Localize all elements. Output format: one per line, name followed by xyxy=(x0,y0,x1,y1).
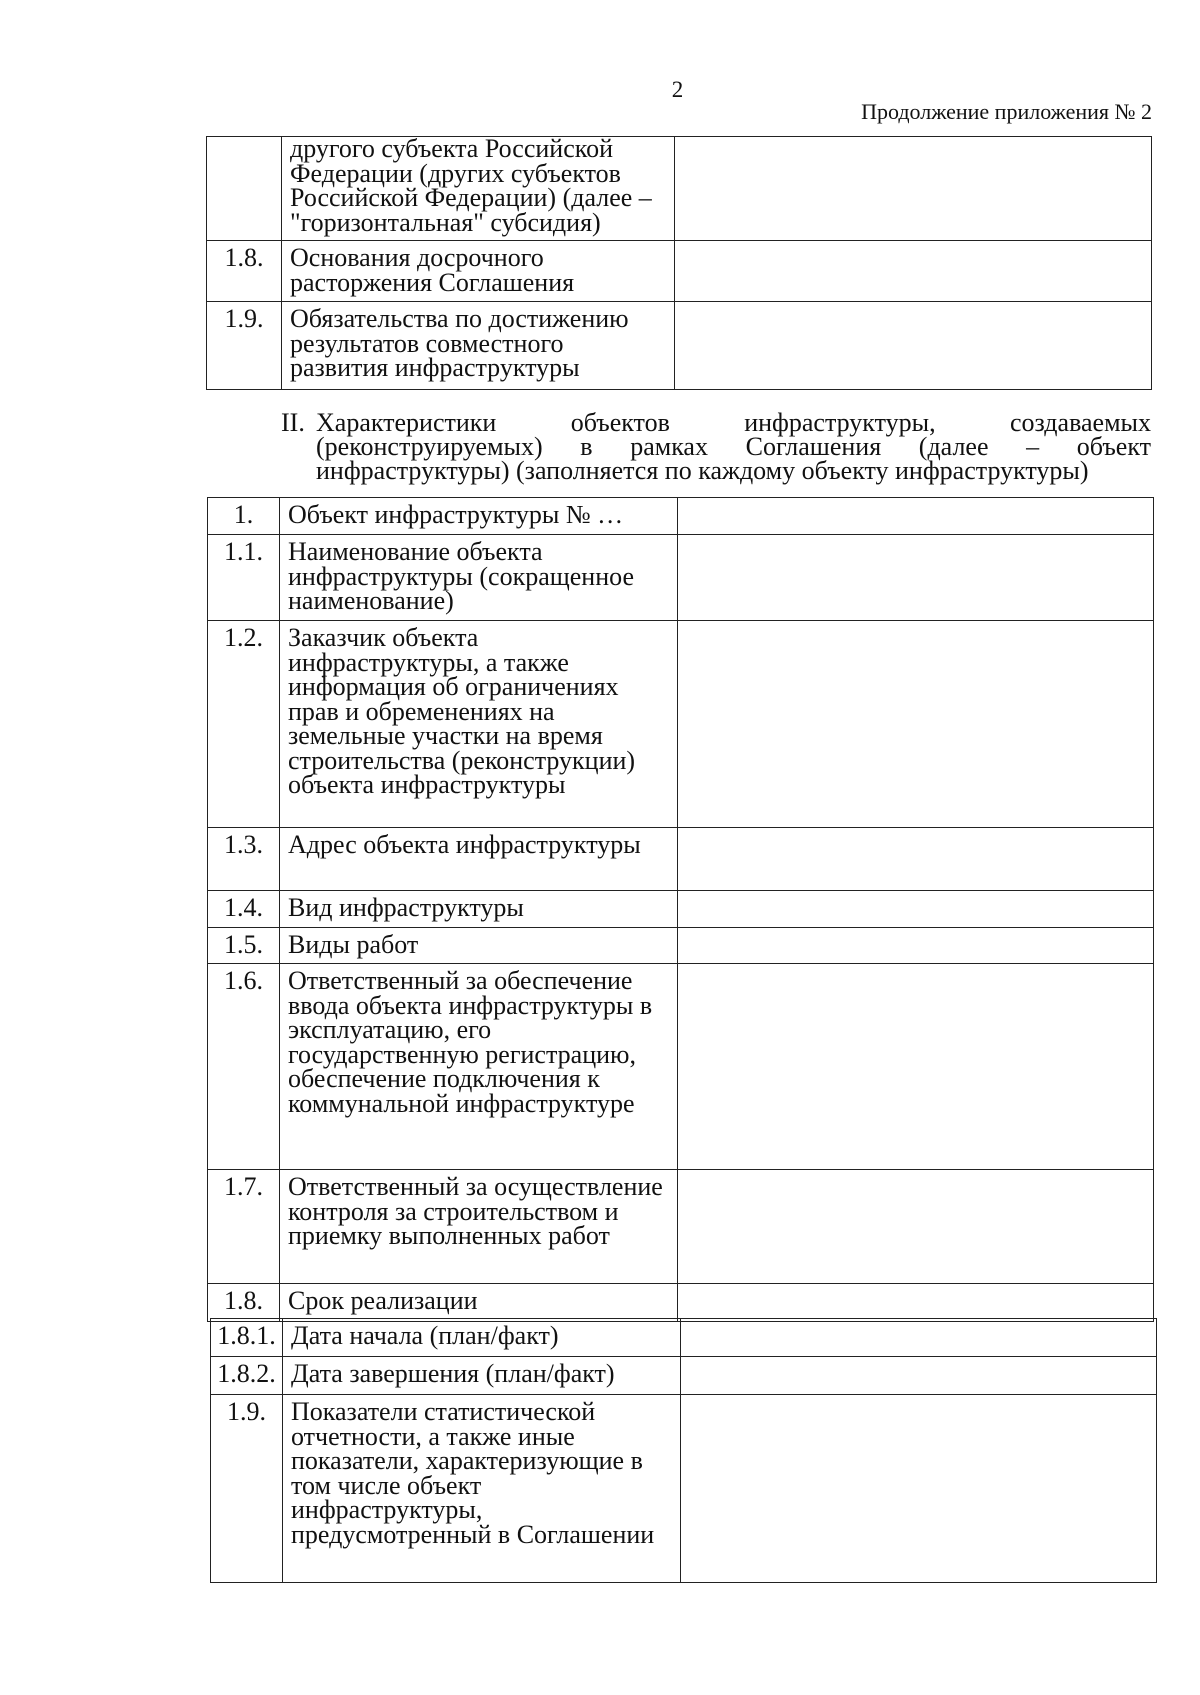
row-label: Обязательства по достижению результатов совместного развития инфраструктуры xyxy=(282,302,675,390)
row-number: 1. xyxy=(208,498,280,535)
row-number: 1.1. xyxy=(208,535,280,621)
row-number: 1.5. xyxy=(208,928,280,964)
table-row xyxy=(211,1357,1157,1395)
page-number: 2 xyxy=(671,77,684,102)
row-label: Ответственный за осуществление контроля за строительством и приемку выполненных работ xyxy=(280,1170,678,1284)
section-number: II. xyxy=(281,408,305,437)
row-number: 1.8. xyxy=(207,241,282,302)
section-title-line: (реконструируемых) в рамках Соглашения (далее – объект xyxy=(316,432,1151,461)
row-label: Дата завершения (план/факт) xyxy=(283,1357,681,1395)
table-row xyxy=(207,241,1152,302)
row-value-cell[interactable] xyxy=(678,828,1154,891)
row-label: Адрес объекта инфраструктуры xyxy=(280,828,678,891)
row-value-cell[interactable] xyxy=(681,1395,1157,1583)
infrastructure-object-table-dates xyxy=(210,1318,1157,1583)
row-value-cell[interactable] xyxy=(675,302,1152,390)
table-row xyxy=(207,137,1152,241)
row-value-cell[interactable] xyxy=(681,1357,1157,1395)
table-row xyxy=(208,828,1154,891)
table-row xyxy=(208,498,1154,535)
table-row xyxy=(208,891,1154,928)
section-title-line: Характеристики объектов инфраструктуры, создаваемых xyxy=(316,408,1151,437)
row-value-cell[interactable] xyxy=(675,241,1152,302)
row-number: 1.4. xyxy=(208,891,280,928)
row-label: Объект инфраструктуры № … xyxy=(280,498,678,535)
table-row xyxy=(208,928,1154,964)
row-value-cell[interactable] xyxy=(678,621,1154,828)
row-value-cell[interactable] xyxy=(678,498,1154,535)
continuation-label: Продолжение приложения № 2 xyxy=(861,99,1152,124)
row-value-cell[interactable] xyxy=(675,137,1152,241)
row-label: Заказчик объекта инфраструктуры, а также информация об ограничениях прав и обременениях на земельные участки на время строительства (реконструкции) объекта инфраструктуры xyxy=(280,621,678,828)
row-label: Срок реализации xyxy=(280,1284,678,1322)
row-number: 1.2. xyxy=(208,621,280,828)
row-value-cell[interactable] xyxy=(678,964,1154,1170)
table-row xyxy=(208,535,1154,621)
section-title-line: инфраструктуры) (заполняется по каждому объекту инфраструктуры) xyxy=(316,456,1089,485)
row-number: 1.3. xyxy=(208,828,280,891)
row-number: 1.8.2. xyxy=(211,1357,283,1395)
row-value-cell[interactable] xyxy=(681,1319,1157,1357)
row-value-cell[interactable] xyxy=(678,535,1154,621)
row-label: Виды работ xyxy=(280,928,678,964)
table-row xyxy=(208,621,1154,828)
row-label: Показатели статистической отчетности, а также иные показатели, характеризующие в том числе объект инфраструктуры, предусмотренный в Соглашении xyxy=(283,1395,681,1583)
agreement-table-continued xyxy=(206,136,1152,390)
row-label: Наименование объекта инфраструктуры (сокращенное наименование) xyxy=(280,535,678,621)
row-value-cell[interactable] xyxy=(678,1284,1154,1322)
row-number: 1.8. xyxy=(208,1284,280,1322)
row-number: 1.9. xyxy=(207,302,282,390)
row-value-cell[interactable] xyxy=(678,928,1154,964)
row-number: 1.7. xyxy=(208,1170,280,1284)
row-label: Дата начала (план/факт) xyxy=(283,1319,681,1357)
table-row xyxy=(208,1284,1154,1322)
infrastructure-object-table xyxy=(207,497,1154,1322)
row-value-cell[interactable] xyxy=(678,891,1154,928)
table-row xyxy=(211,1319,1157,1357)
row-number xyxy=(207,137,282,241)
table-row xyxy=(207,302,1152,390)
row-label: другого субъекта Российской Федерации (других субъектов Российской Федерации) (далее – "горизонтальная" субсидия) xyxy=(282,137,675,241)
row-label: Ответственный за обеспечение ввода объекта инфраструктуры в эксплуатацию, его государственную регистрацию, обеспечение подключения к коммунальной инфраструктуре xyxy=(280,964,678,1170)
row-number: 1.8.1. xyxy=(211,1319,283,1357)
table-row xyxy=(211,1395,1157,1583)
row-label: Вид инфраструктуры xyxy=(280,891,678,928)
section-heading xyxy=(281,408,1151,485)
table-row xyxy=(208,964,1154,1170)
row-number: 1.9. xyxy=(211,1395,283,1583)
row-label: Основания досрочного расторжения Соглашения xyxy=(282,241,675,302)
row-value-cell[interactable] xyxy=(678,1170,1154,1284)
row-number: 1.6. xyxy=(208,964,280,1170)
table-row xyxy=(208,1170,1154,1284)
